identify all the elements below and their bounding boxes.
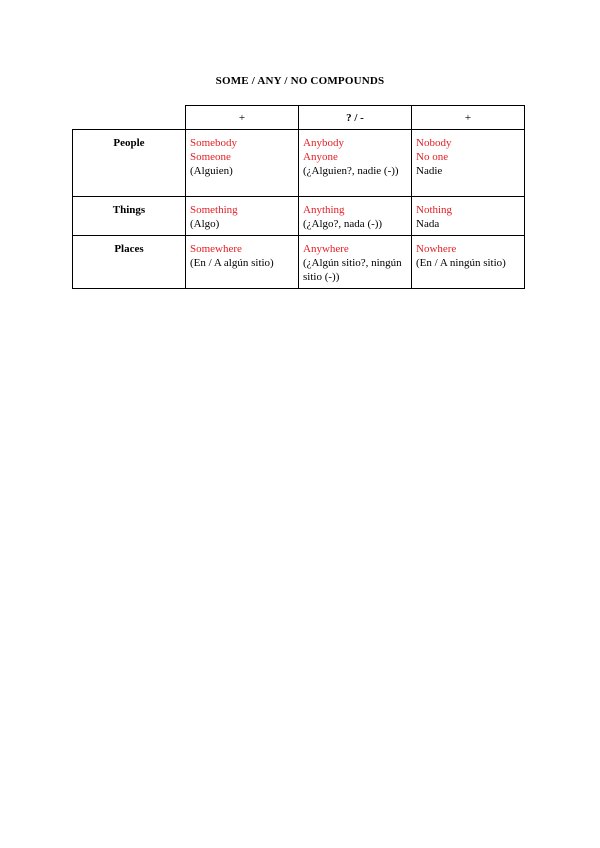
compounds-table <box>72 105 525 289</box>
cell-places-any <box>299 236 412 289</box>
word-nothing: Nothing <box>416 204 453 216</box>
translation-things-any: (¿Algo?, nada (-)) <box>303 218 383 230</box>
word-no-one: No one <box>416 151 449 163</box>
word-anything: Anything <box>303 204 345 216</box>
table-row-people <box>73 130 525 197</box>
word-nowhere: Nowhere <box>416 243 457 255</box>
word-anyone: Anyone <box>303 151 338 163</box>
table-row-places <box>73 236 525 289</box>
translation-people-no: Nadie <box>416 165 443 177</box>
word-somebody: Somebody <box>190 137 238 149</box>
translation-things-no: Nada <box>416 218 440 230</box>
translation-things-some: (Algo) <box>190 218 220 230</box>
translation-people-some: (Alguien) <box>190 165 233 177</box>
cell-people-any <box>299 130 412 197</box>
cell-people-some <box>186 130 299 197</box>
header-some: + <box>186 106 299 130</box>
word-anybody: Anybody <box>303 137 344 149</box>
cell-things-no <box>412 197 525 236</box>
translation-places-any: (¿Algún sitio?, ningún sitio (-)) <box>303 257 402 283</box>
cell-things-some <box>186 197 299 236</box>
translation-people-any: (¿Alguien?, nadie (-)) <box>303 165 399 177</box>
cell-things-any <box>299 197 412 236</box>
translation-places-no: (En / A ningún sitio) <box>416 257 506 269</box>
page-title: SOME / ANY / NO COMPOUNDS <box>215 75 385 87</box>
word-nobody: Nobody <box>416 137 452 149</box>
word-someone: Someone <box>190 151 231 163</box>
word-somewhere: Somewhere <box>190 243 242 255</box>
header-any: ? / - <box>299 106 412 130</box>
cell-places-no <box>412 236 525 289</box>
row-label-things: Things <box>73 197 186 236</box>
cell-people-no <box>412 130 525 197</box>
table-row-things <box>73 197 525 236</box>
translation-places-some: (En / A algún sitio) <box>190 257 274 269</box>
word-anywhere: Anywhere <box>303 243 349 255</box>
row-label-places: Places <box>73 236 186 289</box>
row-label-people: People <box>73 130 186 197</box>
word-something: Something <box>190 204 238 216</box>
corner-cell <box>73 106 186 130</box>
header-no: + <box>412 106 525 130</box>
header-row <box>73 106 525 130</box>
cell-places-some <box>186 236 299 289</box>
